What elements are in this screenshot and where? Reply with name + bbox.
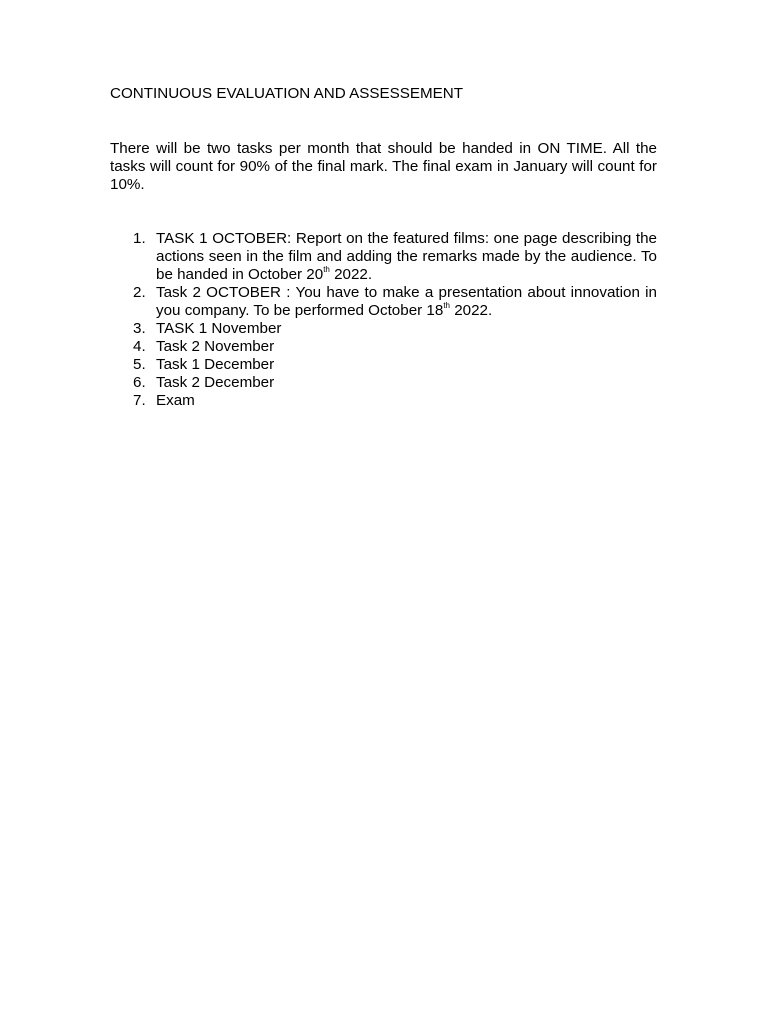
intro-paragraph: There will be two tasks per month that should be handed in ON TIME. All the tasks will count for 90% of the final mark. The final exam in January will count for 10%.	[110, 140, 657, 193]
task-number: 2.	[133, 284, 146, 301]
task-number: 3.	[133, 320, 146, 337]
task-item	[110, 338, 657, 356]
document-body	[110, 84, 657, 410]
task-text: Task 2 OCTOBER : You have to make a presentation about innovation in you company. To be performed October 18	[156, 284, 657, 319]
document-title: CONTINUOUS EVALUATION AND ASSESSEMENT	[110, 85, 464, 102]
task-date-suffix: th	[323, 264, 330, 274]
task-text: Task 2 December	[156, 374, 275, 391]
task-item	[110, 374, 657, 392]
task-year: 2022.	[329, 266, 373, 283]
task-item	[110, 356, 657, 374]
task-number: 7.	[133, 392, 146, 409]
task-text: Exam	[156, 392, 195, 409]
task-item	[110, 230, 657, 284]
task-text: TASK 1 OCTOBER: Report on the featured films: one page describing the actions seen in the film and adding the remarks made by the audience. To be handed in October 20	[156, 230, 657, 283]
task-list	[110, 230, 657, 410]
task-number: 4.	[133, 338, 146, 355]
task-item	[110, 284, 657, 320]
task-number: 6.	[133, 374, 146, 391]
task-text: Task 1 December	[156, 356, 275, 373]
task-number: 5.	[133, 356, 146, 373]
task-item	[110, 320, 657, 338]
task-text: Task 2 November	[156, 338, 275, 355]
task-year: 2022.	[450, 302, 493, 319]
task-item	[110, 392, 657, 410]
task-text: TASK 1 November	[156, 320, 282, 337]
task-number: 1.	[133, 230, 146, 247]
task-date-suffix: th	[443, 300, 450, 310]
